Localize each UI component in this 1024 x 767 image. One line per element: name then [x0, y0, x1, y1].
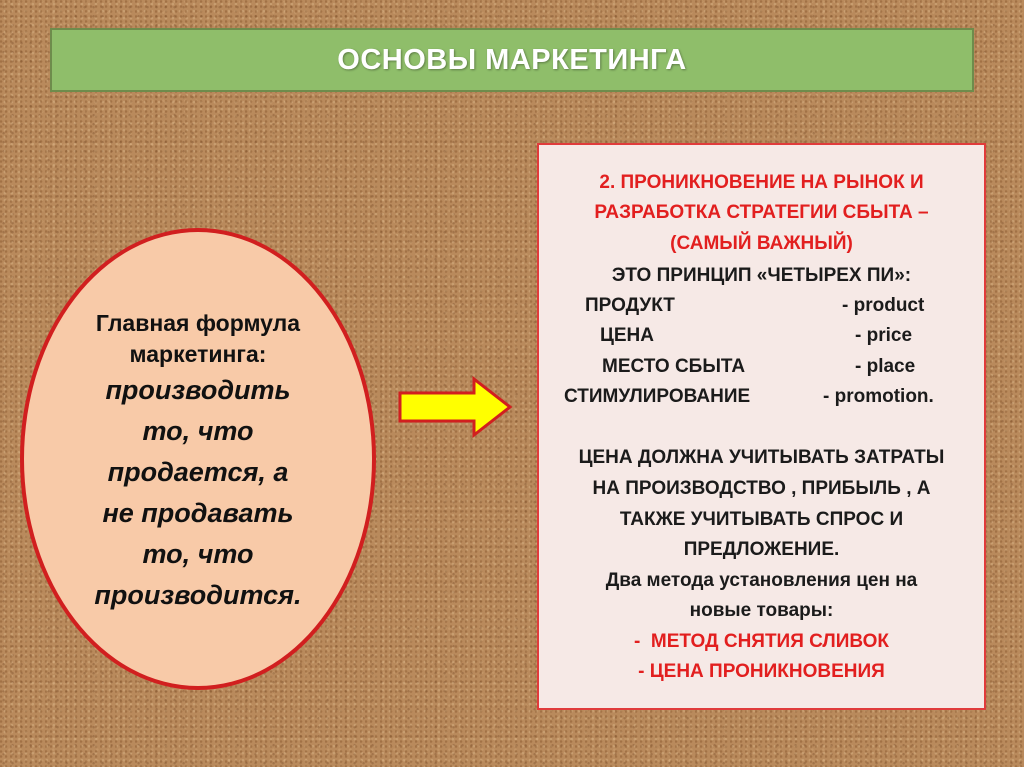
four-p-en: - promotion.	[823, 386, 934, 407]
four-p-ru: СТИМУЛИРОВАНИЕ	[564, 386, 751, 407]
panel-heading-line2: РАЗРАБОТКА СТРАТЕГИИ СБЫТА –	[594, 202, 929, 223]
method-dash: -	[638, 661, 645, 682]
oval-label-line2: маркетинга:	[129, 341, 267, 367]
method-dash: -	[633, 631, 641, 652]
method-item	[539, 631, 984, 653]
methods-intro-line: новые товары:	[689, 600, 834, 621]
four-p-ru: ПРОДУКТ	[585, 295, 675, 316]
panel-heading-line1: 2. ПРОНИКНОВЕНИЕ НА РЫНОК И	[599, 172, 924, 193]
price-text-line: ПРЕДЛОЖЕНИЕ.	[683, 539, 840, 560]
four-p-en: - product	[842, 295, 925, 316]
oval-formula-line: то, что	[142, 539, 254, 569]
title-bar	[50, 28, 974, 92]
four-p-ru: ЦЕНА	[600, 325, 654, 346]
method-text: ЦЕНА ПРОНИКНОВЕНИЯ	[649, 661, 885, 682]
info-panel	[537, 143, 986, 710]
formula-oval	[20, 228, 376, 690]
method-item	[539, 661, 984, 683]
oval-formula-line: то, что	[142, 416, 254, 446]
price-text-line: ТАКЖЕ УЧИТЫВАТЬ СПРОС И	[619, 509, 904, 530]
page-title: ОСНОВЫ МАРКЕТИНГА	[337, 43, 687, 76]
methods-intro-line: Два метода установления цен на	[605, 570, 918, 591]
oval-formula-line: не продавать	[102, 498, 294, 528]
panel-heading-line3: (САМЫЙ ВАЖНЫЙ)	[670, 233, 853, 254]
four-p-en: - place	[855, 356, 916, 377]
oval-formula-line: продается, а	[107, 457, 289, 487]
four-p-ru: МЕСТО СБЫТА	[602, 356, 746, 377]
right-arrow-icon	[396, 376, 514, 438]
price-text-line: ЦЕНА ДОЛЖНА УЧИТЫВАТЬ ЗАТРАТЫ	[578, 447, 945, 468]
oval-formula-line: производится.	[94, 580, 302, 610]
oval-formula-line: производить	[105, 375, 291, 405]
oval-label-line1: Главная формула	[95, 310, 301, 336]
price-text-line: НА ПРОИЗВОДСТВО , ПРИБЫЛЬ , А	[592, 478, 931, 499]
four-p-en: - price	[855, 325, 913, 346]
principle-line: ЭТО ПРИНЦИП «ЧЕТЫРЕХ ПИ»:	[611, 265, 912, 286]
method-text: МЕТОД СНЯТИЯ СЛИВОК	[650, 631, 890, 652]
